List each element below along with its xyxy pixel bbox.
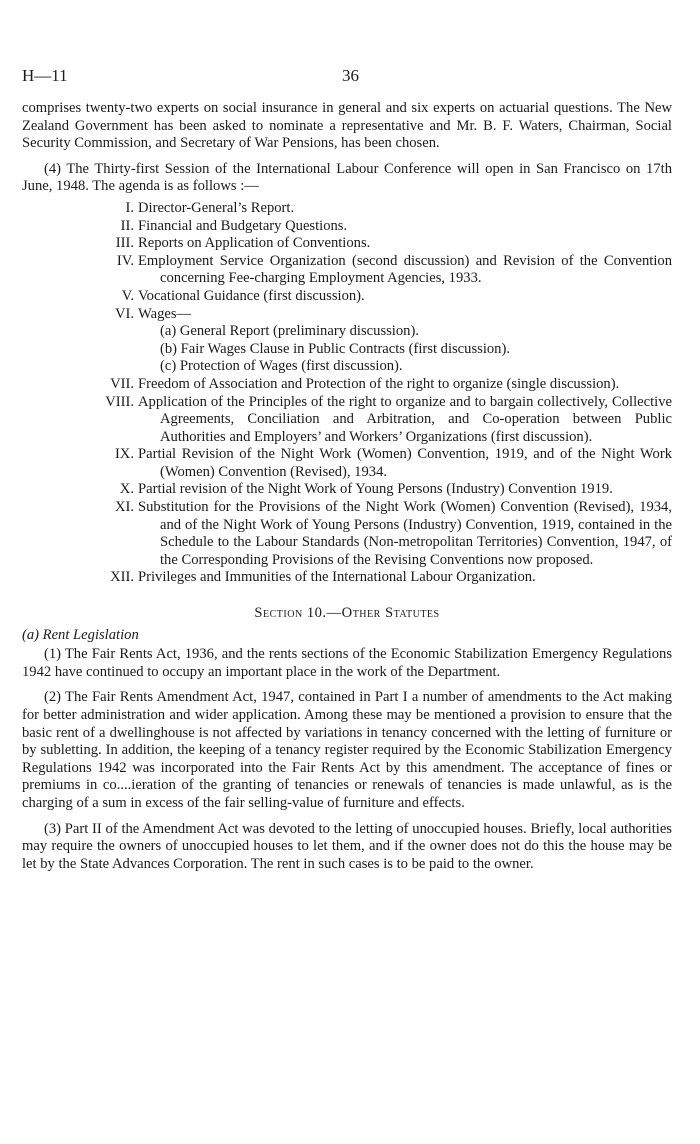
agenda-number: X. [119,481,134,498]
agenda-item [22,569,672,587]
agenda-number: XI. [114,499,134,516]
agenda-text: Financial and Budgetary Questions. [138,217,348,234]
page-body [22,100,672,873]
agenda-number: IX. [114,446,134,463]
wages-subitem: (b) Fair Wages Clause in Public Contracts (first discussion). [160,340,510,357]
agenda-item [22,446,672,481]
agenda-text: Reports on Application of Conventions. [138,235,371,252]
agenda-text: Director-General’s Report. [138,199,295,216]
wages-subitem: (a) General Report (preliminary discussion). [160,323,419,340]
agenda-item [22,306,672,324]
agenda-list [22,200,672,323]
agenda-text: Application of the Principles of the right to organize and to bargain collectively, Collective Agreements, Conciliation and Arbitration, and Co-operation between Public Authorities and Employers’ and Workers’ Organizations (first discussion). [138,393,672,445]
agenda-text: Freedom of Association and Protection of the right to organize (single discussion). [138,375,620,392]
agenda-number: III. [115,235,134,252]
agenda-text: Wages— [138,305,192,322]
agenda-number: II. [120,217,134,234]
agenda-item [22,376,672,394]
agenda-number: I. [125,199,134,216]
agenda-text: Partial Revision of the Night Work (Women) Convention, 1919, and of the Night Work (Women) Convention (Revised), 1934. [138,446,672,480]
document-reference: H—11 [22,66,68,85]
agenda-item [22,481,672,499]
agenda-number: VI. [114,305,134,322]
agenda-text: Vocational Guidance (first discussion). [138,287,365,304]
agenda-number: VIII. [105,393,134,410]
wages-sublist [22,323,672,376]
agenda-item [22,218,672,236]
paragraph-4: (4) The Thirty-first Session of the International Labour Conference will open in San Francisco on 17th June, 1948. The agenda is as follows :— [22,160,672,195]
section-title: Section 10.—Other Statutes [254,605,440,622]
agenda-text: Privileges and Immunities of the International Labour Organization. [138,569,536,586]
agenda-item [22,288,672,306]
rent-paragraph-1: (1) The Fair Rents Act, 1936, and the rents sections of the Economic Stabilization Emergency Regulations 1942 have continued to occupy an important place in the work of the Department. [22,646,672,680]
page-header [22,66,672,86]
agenda-item [22,499,672,569]
agenda-text: Employment Service Organization (second discussion) and Revision of the Convention concerning Fee-charging Employment Agencies, 1933. [138,252,672,287]
agenda-item [22,235,672,253]
rent-paragraph-3: (3) Part II of the Amendment Act was devoted to the letting of unoccupied houses. Briefly, local authorities may require the owners of unoccupied houses to let them, and if the owner does not do this the house may be let by the State Advances Corporation. The rent in such cases is to be paid to the owner. [22,820,672,872]
agenda-text: Partial revision of the Night Work of Young Persons (Industry) Convention 1919. [138,481,613,498]
sub-heading: (a) Rent Legislation [22,626,139,643]
rent-paragraph-2: (2) The Fair Rents Amendment Act, 1947, contained in Part I a number of amendments to the Act making for better administration and wider application. Among these may be mentioned a provision to ensure that the basic rent of a dwellinghouse is not affected by variations in tenancy concerned with the letting of furniture or by subletting. In addition, the keeping of a tenancy register required by the Economic Stabilization Emergency Regulations 1942 was incorporated into the Fair Rents Act by this amendment. The acceptance of fines or premiums in co....ieration of the granting of tenancies or renewals of tenancies is made unlawful, as is the charging of a sum in excess of the fair selling-value of furniture and effects. [22,689,672,811]
intro-paragraph: comprises twenty-two experts on social insurance in general and six experts on actuarial questions. The New Zealand Government has been asked to nominate a representative and Mr. B. F. Waters, Chairman, Social Security Commission, and Secretary of War Pensions, has been chosen. [22,100,672,152]
agenda-list-continued [22,376,672,587]
agenda-text: Substitution for the Provisions of the Night Work (Women) Convention (Revised), 1934, and of the Night Work of Young Persons (Industry) Convention, 1919, contained in the Schedule to the Labour Standards (Non-metropolitan Territories) Convention, 1947, of the Corresponding Provisions of the Revising Conventions now proposed. [138,499,672,568]
agenda-number: VII. [110,375,134,392]
agenda-number: IV. [116,252,134,269]
agenda-number: XII. [110,569,134,586]
agenda-item [22,253,672,288]
agenda-item [22,394,672,447]
agenda-number: V. [121,287,134,304]
wages-subitem: (c) Protection of Wages (first discussion). [160,358,403,375]
page-number: 36 [342,66,359,85]
agenda-item [22,200,672,218]
